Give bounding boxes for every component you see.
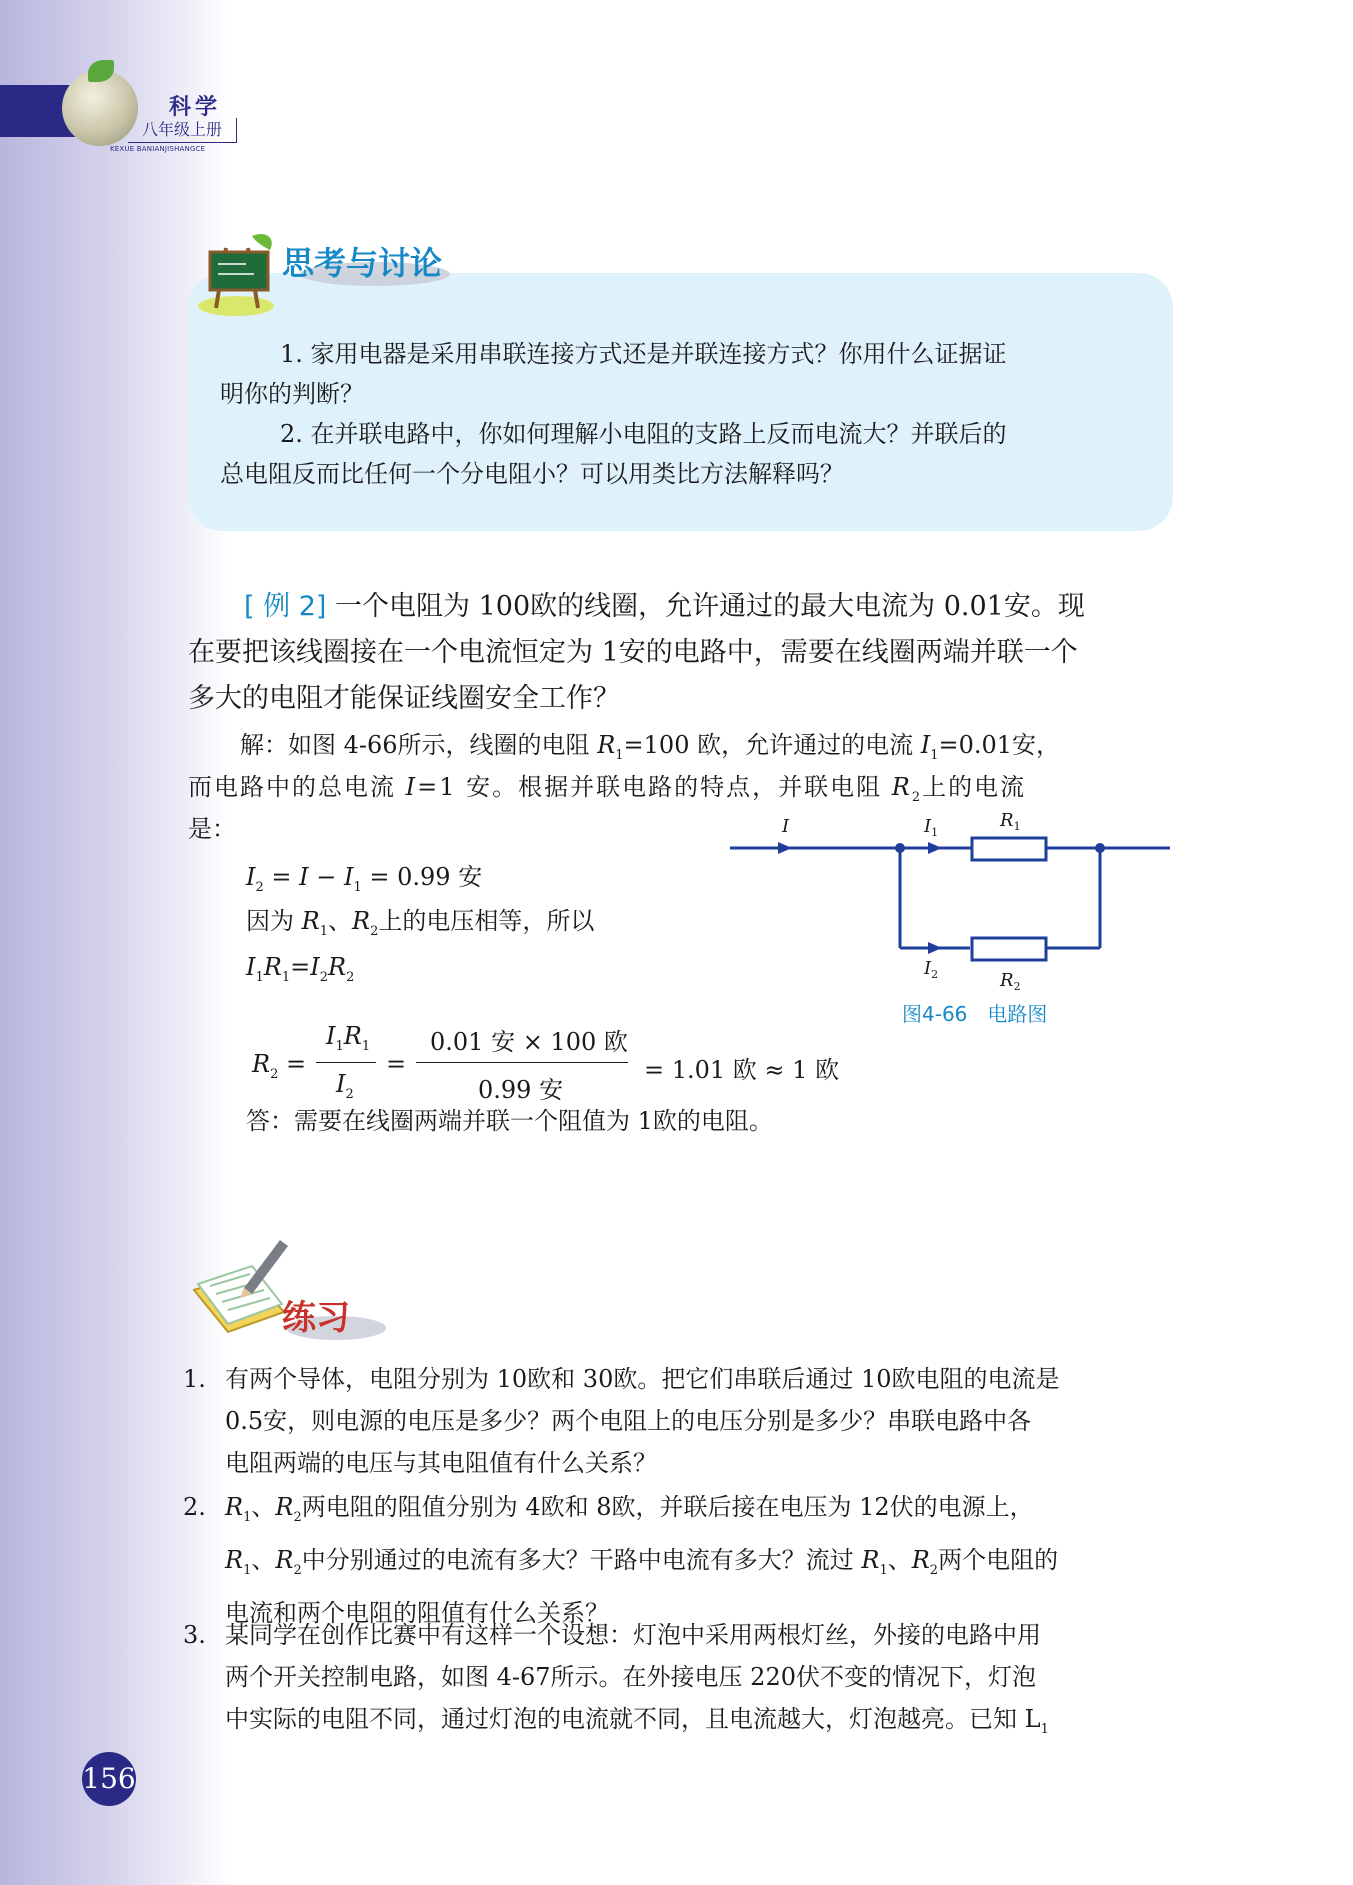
exercise-title: 练习 <box>282 1298 350 1338</box>
easel-icon <box>196 228 286 318</box>
because-line: 因为 $R_1$、$R_2$上的电压相等，所以 <box>246 907 595 939</box>
fraction-result: = 1.01 欧 ≈ 1 欧 <box>644 1056 840 1084</box>
example-line3: 多大的电阻才能保证线圈安全工作？ <box>188 683 620 714</box>
junction-node-left <box>895 843 905 853</box>
label-r2: $R_2$ <box>1000 970 1021 993</box>
fraction-equation: $R_2$ = $I_1R_1$ $I_2$ = 0.01 安 × 100 欧 0.99 安 = 1.01 欧 ≈ 1 欧 <box>252 1022 840 1104</box>
fraction-denominator: 0.99 安 <box>478 1076 564 1104</box>
think-q2-line1: 2. 在并联电路中，你如何理解小电阻的支路上反而电流大？并联后的 <box>280 420 1007 448</box>
arrow-i-icon <box>778 842 792 854</box>
think-q1-line2: 明你的判断？ <box>220 380 364 408</box>
exercise-item-1: 1. 有两个导体，电阻分别为 10欧和 30欧。把它们串联后通过 10欧电阻的电流是 0.5安，则电源的电压是多少？两个电阻上的电压分别是多少？串联电路中各 电阻两端的电压与其电阻值有什么关系？ <box>183 1365 1060 1477</box>
example-line1 <box>188 584 1173 630</box>
label-i1: $I_1$ <box>924 816 939 839</box>
think-q1-line1: 1. 家用电器是采用串联连接方式还是并联连接方式？你用什么证据证 <box>280 340 1007 368</box>
solution-line2: 而电路中的总电流 I=1 安。根据并联电路的特点，并联电阻 $R_2$上的电流 <box>188 773 1027 805</box>
example-label: [ 例 2] <box>244 591 327 622</box>
example-line2: 在要把该线圈接在一个电流恒定为 1安的电路中，需要在线圈两端并联一个 <box>188 637 1078 668</box>
example-text-1: 一个电阻为 100欧的线圈，允许通过的最大电流为 0.01安。现 <box>335 591 1085 622</box>
label-r1: $R_1$ <box>1000 810 1021 833</box>
think-discuss-title: 思考与讨论 <box>282 244 443 282</box>
equation-i2: $I_2 = I - I_1 = 0.99$ 安 <box>246 863 483 895</box>
page-number: 156 <box>82 1752 136 1806</box>
book-subject: 科学 <box>168 95 221 120</box>
equation-ir: $I_1R_1=I_2R_2$ <box>246 953 355 985</box>
junction-node-right <box>1095 843 1105 853</box>
figure-caption: 图4-66 电路图 <box>902 1002 1048 1026</box>
fraction-numerator: 0.01 安 × 100 欧 <box>430 1028 628 1056</box>
label-i: I <box>782 816 790 837</box>
think-q2-line2: 总电阻反而比任何一个分电阻小？可以用类比方法解释吗？ <box>220 460 844 488</box>
resistor-r1 <box>972 838 1046 860</box>
arrow-i1-icon <box>928 842 942 854</box>
arrow-i2-icon <box>928 942 942 954</box>
book-grade: 八年级上册 <box>128 118 237 143</box>
solution-line1: 解：如图 4-66所示，线圈的电阻 $R_1=100$ 欧，允许通过的电流 $I_1=0.01$安， <box>240 731 1061 763</box>
circuit-diagram <box>730 808 1170 998</box>
label-i2: $I_2$ <box>924 958 939 981</box>
exercise-item-2: 2. $R_1$、$R_2$两电阻的阻值分别为 4欧和 8欧，并联后接在电压为 12伏的电源上， $R_1$、$R_2$中分别通过的电流有多大？干路中电流有多大？流过 $R_1$、$R_2$两个电阻的 电流和两个电阻的阻值有什么关系？ <box>183 1493 1059 1627</box>
exercise-item-3: 3. 某同学在创作比赛中有这样一个设想：灯泡中采用两根灯丝，外接的电路中用 两个开关控制电路，如图 4-67所示。在外接电压 220伏不变的情况下，灯泡 中实际的电阻不同，通过灯泡的电流就不同，且电流越大，灯泡越亮。已知 $L_1$ <box>183 1621 1049 1737</box>
solution-line3: 是： <box>188 815 236 843</box>
answer-line: 答：需要在线圈两端并联一个阻值为 1欧的电阻。 <box>246 1107 773 1135</box>
resistor-r2 <box>972 938 1046 960</box>
book-pinyin: KEXUE BANIANJISHANGCE <box>110 145 206 153</box>
